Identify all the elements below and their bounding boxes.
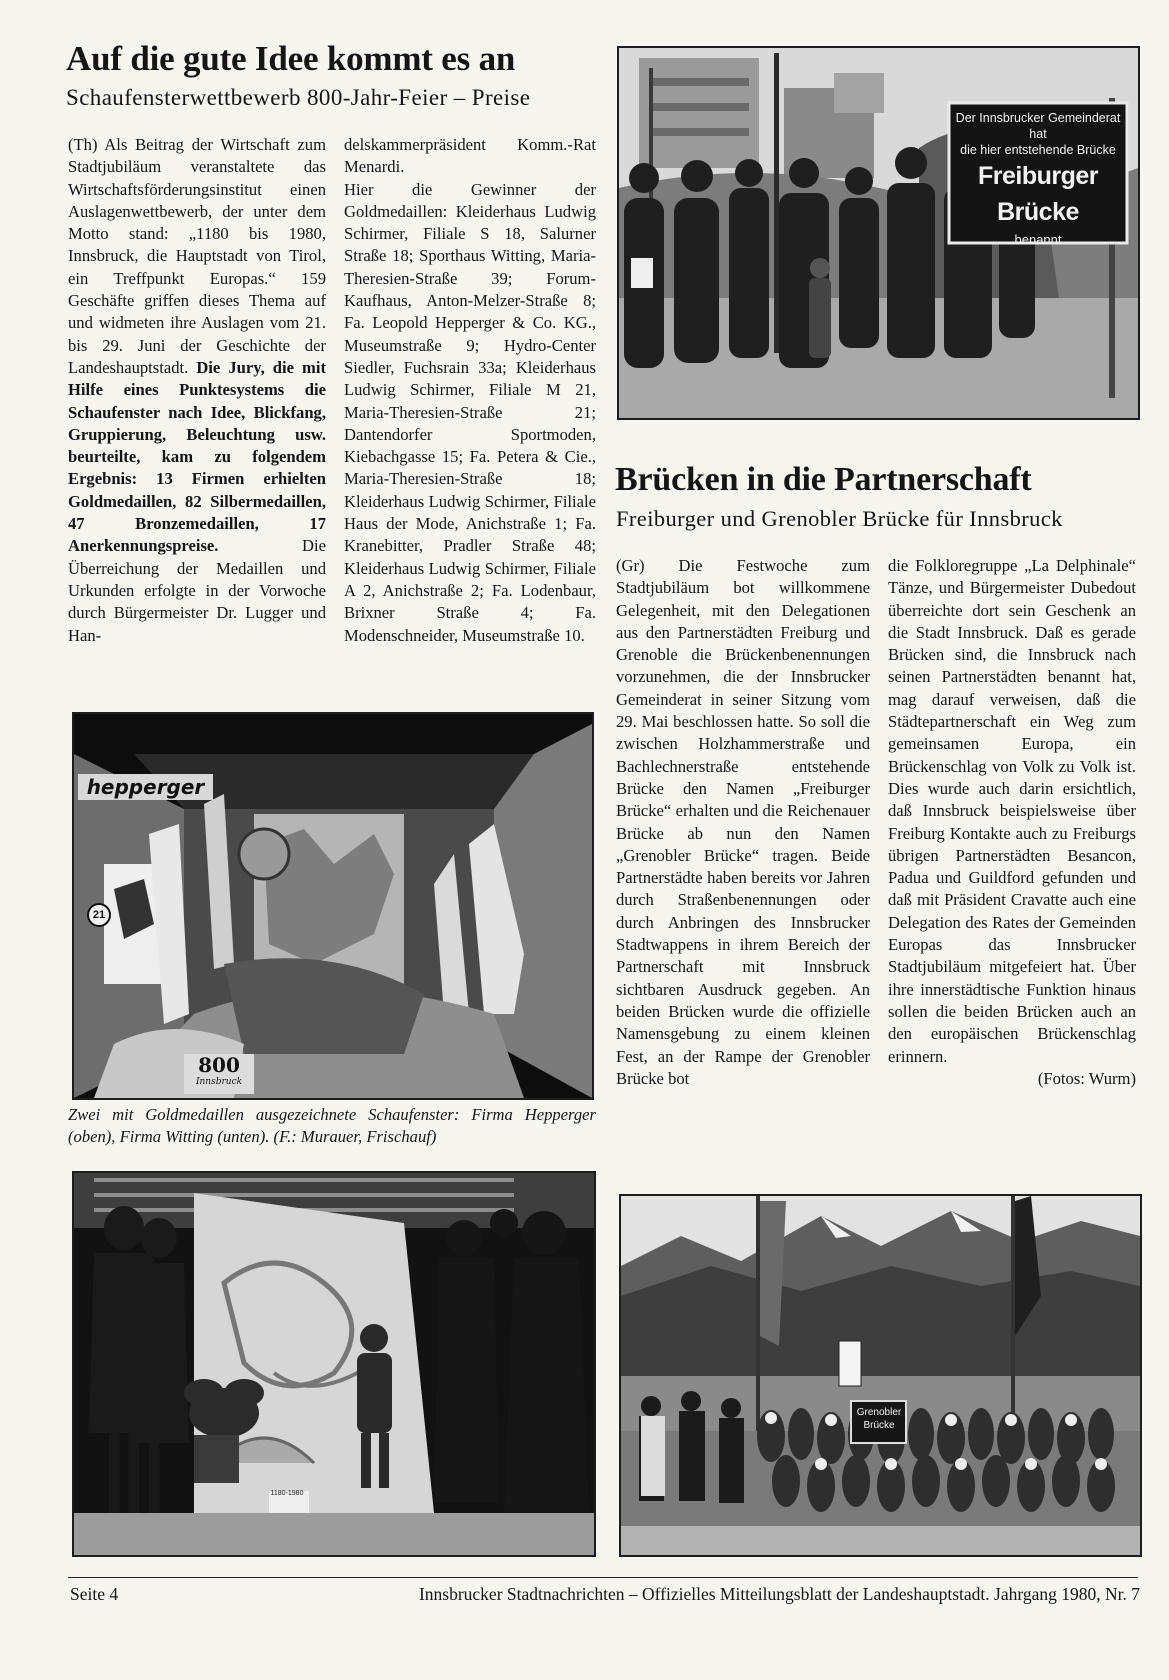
outro-text: Die Überreichung der Medaillen und Urkunden erfolgte in der Vorwoche durch Bürgermeister Dr. Lugger und Han-	[68, 536, 326, 645]
photo-freiburger-bruecke	[617, 46, 1140, 420]
photo-witting-window	[72, 1171, 596, 1557]
paragraph: (Gr) Die Festwoche zum Stadtjubiläum bot willkommene Gelegenheit, mit den Delegationen aus den Partnerstädten Freiburg und Grenoble die Brückenbenennungen vorzunehmen, die der Innsbrucker Gemeinderat in seiner Sitzung vom 29. Mai beschlossen hatte. So soll die zwischen Holzhammerstraße und Bachlechnerstraße entstehende Brücke den Namen „Freiburger Brücke“ erhalten und die Reichenauer Brücke ab nun den Namen „Grenobler Brücke“ tragen. Beide Partnerstädte haben bereits vor Jahren durch Straßenbenennungen oder durch Anbringen des Innsbrucker Stadtwappens in ihrem Bereich der Partnerschaft mit Innsbruck sichtbaren Ausdruck gegeben. An beiden Brücken wurde die offizielle Namensgebung zu einem kleinen Fest, an der Rampe der Grenobler Brücke bot	[616, 556, 870, 1088]
article-headline: Auf die gute Idee kommt es an	[66, 39, 516, 78]
publication-line: Innsbrucker Stadtnachrichten – Offizielles Mitteilungsblatt der Landeshauptstadt. Jahrgang 1980, Nr. 7	[418, 1584, 1140, 1604]
jury-result-text: Die Jury, die mit Hilfe eines Punktesystems die Schaufenster nach Idee, Blickfang, Gruppierung, Beleuchtung usw. beurteilte, kam zu folgendem Ergebnis: 13 Firmen erhielten Goldmedaillen, 82 Silbermedaillen, 47 Bronzemedaillen, 17 Anerkennungspreise.	[68, 357, 326, 556]
sign-text: die hier entstehende Brücke	[960, 143, 1116, 157]
page-number: Seite 4	[70, 1584, 119, 1604]
sign-text: Brücke	[863, 1420, 895, 1431]
sign-text: benannt	[1014, 232, 1062, 247]
photo-hepperger-window	[72, 712, 594, 1100]
winners-paragraph: Hier die Gewinner der Goldmedaillen: Kleiderhaus Ludwig Schirmer, Filiale S 18, Salurner Straße 18; Sporthaus Witting, Maria-Theresien-Straße 39; Forum-Kaufhaus, Anton-Melzer-Straße 8; Fa. Leopold Hepperger & Co. KG., Museumstraße 9; Hydro-Center Siedler, Fuchsrain 33a; Kleiderhaus Ludwig Schirmer, Filiale M 21, Maria-Theresien-Straße 21; Dantendorfer Sportmoden, Kiebachgasse 15; Fa. Petera & Cie., Maria-Theresien-Straße 18; Kleiderhaus Ludwig Schirmer, Filiale Haus der Mode, Anichstraße 1; Fa. Kranebitter, Pradler Straße 48; Kleiderhaus Ludwig Schirmer, Filiale A 2, Anichstraße 2; Fa. Lodenbaur, Brixner Straße 4; Fa. Modenschneider, Museumstraße 10.	[344, 179, 596, 645]
jubilee-800-badge	[184, 1054, 254, 1094]
article-column-2	[888, 555, 1136, 1090]
article-subhead: Freiburger und Grenobler Brücke für Innsbruck	[616, 506, 1063, 531]
grenoble-sign	[853, 1406, 905, 1432]
article-column-1	[616, 555, 870, 1090]
paragraph: die Folkloregruppe „La Delphinale“ Tänze, und Bürgermeister Dubedout überreichte dort sein Geschenk an die Stadt Innsbruck. Daß es gerade Brücken sind, die Innsbruck nach seinen Partnerstädten benannt hat, mag darauf verweisen, daß die Städtepartnerschaft ein Weg zum gemeinsamen Europa, ein Brückenschlag von Volk zu Volk ist. Dies wurde auch darin ersichtlich, daß Innsbruck beispielsweise über Freiburg Kontakte auch zu Freiburgs übrigen Partnerstädten Besancon, Padua und Guildford gefunden und daß mit Präsident Cravatte auch eine Delegation des Rates der Gemeinden Europas das Innsbrucker Stadtjubiläum mitgefeiert hat. Über ihre innerstädtische Funktion hinaus sollen die beiden Brücken auch an den europäischen Brückenschlag erinnern.	[888, 556, 1136, 1066]
badge-sub: Innsbruck	[195, 1077, 243, 1087]
footer-rule	[68, 1577, 1138, 1578]
photo-grenobler-bruecke	[619, 1194, 1142, 1557]
photo-caption: Zwei mit Goldmedaillen ausgezeichnete Schaufenster: Firma Hepperger (oben), Firma Witting (unten). (F.: Murauer, Frischauf)	[68, 1105, 596, 1146]
badge-number: 800	[198, 1053, 240, 1077]
poster-number-badge: 21	[87, 903, 111, 927]
sign-text: Der Innsbrucker Gemeinderat hat	[955, 111, 1121, 141]
article-column-2	[344, 134, 596, 647]
paragraph: delskammerpräsident Komm.-Rat Menardi.	[344, 135, 596, 177]
sign-text: Grenobler	[856, 1407, 902, 1418]
article-subhead: Schaufensterwettbewerb 800-Jahr-Feier – Preise	[66, 85, 531, 110]
article-column-1	[68, 134, 326, 647]
jubilee-card: 1180-1980	[270, 1490, 304, 1497]
intro-text: (Th) Als Beitrag der Wirtschaft zum Stadtjubiläum veranstaltete das Wirtschaftsförderungsinstitut einen Auslagenwettbewerb, der unter dem Motto stand: „1180 bis 1980, Innsbruck, die Hauptstadt von Tirol, ein Treffpunkt Europas.“ 159 Geschäfte griffen dieses Thema auf und widmeten ihre Auslagen vom 21. bis 29. Juni der Geschichte der Landeshauptstadt.	[68, 135, 326, 377]
article-headline: Brücken in die Partnerschaft	[615, 461, 1032, 498]
photo-credit: (Fotos: Wurm)	[1037, 1068, 1136, 1088]
sign-bridge-name: Freiburger Brücke	[977, 162, 1099, 226]
hepperger-logo: hepperger	[78, 774, 213, 800]
